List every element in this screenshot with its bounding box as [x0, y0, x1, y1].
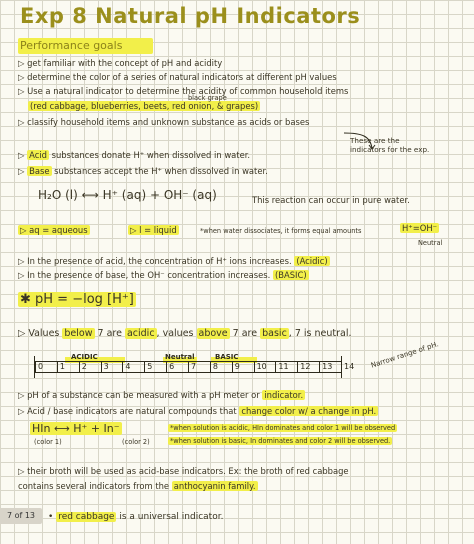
acidic-line	[18, 256, 330, 267]
anthocyanin-term: anthocyanin family.	[173, 481, 256, 491]
page-indicator: 7 of 13	[0, 508, 42, 524]
neutral-label: Neutral	[418, 239, 443, 247]
ph-scale	[34, 353, 355, 378]
basic-note: *when solution is basic, In dominates and color 2 will be observed.	[170, 437, 391, 445]
below-term: below	[64, 328, 93, 339]
indicator-list: (red cabbage, blueberries, beets, red onion, & grapes)	[30, 101, 259, 111]
basic-label: BASIC	[215, 353, 239, 361]
red-cabbage-term: red cabbage	[58, 512, 115, 522]
bullet: •	[48, 512, 54, 522]
scale-number: 10	[256, 362, 267, 371]
cabbage-line	[48, 512, 223, 523]
aqueous-line	[18, 225, 90, 236]
scale-number: 9	[234, 362, 240, 371]
equal-ions: H⁺=OH⁻	[402, 223, 438, 233]
scale-tick	[254, 361, 255, 373]
scale-number: 6	[169, 362, 175, 371]
color-2-label: (color 2)	[122, 438, 150, 446]
basic-line	[18, 270, 309, 281]
base-definition: substances accept the H⁺ when dissolved in water.	[51, 166, 268, 176]
indicator-text: ▷ Acid / base indicators are natural compounds that	[18, 406, 237, 416]
scale-number: 14	[344, 362, 355, 371]
scale-tick	[144, 361, 145, 373]
acidic-term: acidic	[126, 328, 155, 339]
scale-tick	[166, 361, 167, 373]
scale-tick	[79, 361, 80, 373]
ph-formula: ✱ pH = −log [H⁺]	[20, 292, 134, 307]
broth-text: contains several indicators from the	[18, 481, 170, 491]
l-term: ▷ l = liquid	[130, 225, 177, 235]
goal-4: ▷ classify household items and unknown substance as acids or bases	[18, 117, 310, 127]
side-note: These are the indicators for the exp.	[350, 136, 430, 154]
goal-3: ▷ Use a natural indicator to determine the acidity of common household items	[18, 86, 349, 96]
bullet: ▷	[18, 166, 28, 176]
neutral-label: Neutral	[165, 353, 195, 361]
scale-tick	[319, 361, 320, 373]
scale-tick	[275, 361, 276, 373]
scale-tick	[122, 361, 123, 373]
text: ▷ Values	[18, 328, 63, 339]
scale-tick	[35, 361, 36, 373]
scale-tick	[210, 361, 211, 373]
scale-tick	[232, 361, 233, 373]
scale-tick	[297, 361, 298, 373]
scale-tick	[341, 361, 342, 373]
water-note: This reaction can occur in pure water.	[252, 195, 410, 205]
scale-number: 12	[300, 362, 311, 371]
color-1-label: (color 1)	[34, 438, 62, 446]
scale-number: 8	[212, 362, 218, 371]
scale-number: 7	[191, 362, 197, 371]
liquid-line	[128, 225, 179, 236]
bullet: ▷	[18, 150, 28, 160]
acidic-text: ▷ In the presence of acid, the concentration of H⁺ ions increases.	[18, 256, 292, 266]
grape-note: black grape	[188, 94, 227, 102]
scale-number: 2	[81, 362, 87, 371]
ph-definition	[18, 294, 136, 305]
scale-number: 4	[125, 362, 131, 371]
goal-1: ▷ get familiar with the concept of pH and acidity	[18, 58, 223, 68]
acid-line	[18, 150, 250, 161]
narrow-range-note: Narrow range of pH.	[370, 340, 440, 370]
basic-text: ▷ In the presence of base, the OH⁻ concentration increases.	[18, 270, 271, 280]
water-equation: H₂O (l) ⟷ H⁺ (aq) + OH⁻ (aq)	[38, 188, 217, 202]
section-heading: Performance goals	[20, 39, 123, 52]
goal-2: ▷ determine the color of a series of natural indicators at different pH values	[18, 72, 337, 82]
universal-text: is a universal indicator.	[116, 512, 224, 522]
neutral-equality	[400, 223, 439, 234]
page-title: Exp 8 Natural pH Indicators	[20, 4, 361, 28]
scale-tick	[188, 361, 189, 373]
acidic-solution-note	[168, 424, 397, 432]
acid-definition: substances donate H⁺ when dissolved in water.	[48, 150, 251, 160]
acidic-note: *when solution is acidic, HIn dominates and color 1 will be observed	[170, 424, 396, 432]
text: , 7 is neutral.	[288, 328, 352, 339]
scale-number: 11	[278, 362, 289, 371]
measure-line	[18, 390, 305, 401]
aq-term: ▷ aq = aqueous	[20, 225, 88, 235]
acid-term: Acid	[29, 150, 47, 160]
base-line	[18, 166, 268, 177]
acidic-tag: (Acidic)	[296, 256, 328, 266]
basic-tag: (BASIC)	[275, 270, 307, 280]
above-term: above	[198, 328, 228, 339]
basic-term: basic	[262, 328, 287, 339]
goal-3-items	[28, 101, 260, 112]
base-term: Base	[29, 166, 50, 176]
ph-values-line	[18, 328, 352, 339]
scale-number: 1	[59, 362, 65, 371]
scale-number: 0	[38, 362, 44, 371]
dissociation-note: *when water dissociates, it forms equal amounts	[200, 227, 362, 235]
text: 7 are	[94, 328, 125, 339]
hin-formula: HIn ⟷ H⁺ + In⁻	[32, 422, 120, 435]
text: 7 are	[229, 328, 261, 339]
text: , values	[156, 328, 197, 339]
basic-solution-note	[168, 437, 392, 445]
measure-text: ▷ pH of a substance can be measured with a pH meter or	[18, 390, 260, 400]
indicator-definition	[18, 406, 378, 417]
acidic-label: ACIDIC	[71, 353, 98, 361]
hin-equation	[30, 423, 122, 434]
scale-number: 3	[103, 362, 109, 371]
indicator-term: indicator.	[264, 390, 304, 400]
scale-number: 13	[322, 362, 333, 371]
broth-line-2	[18, 481, 258, 492]
scale-tick	[57, 361, 58, 373]
scale-tick	[101, 361, 102, 373]
color-change-term: change color w/ a change in pH.	[241, 406, 377, 416]
scale-number: 5	[147, 362, 153, 371]
broth-line-1: ▷ their broth will be used as acid-base indicators. Ex: the broth of red cabbage	[18, 466, 349, 476]
